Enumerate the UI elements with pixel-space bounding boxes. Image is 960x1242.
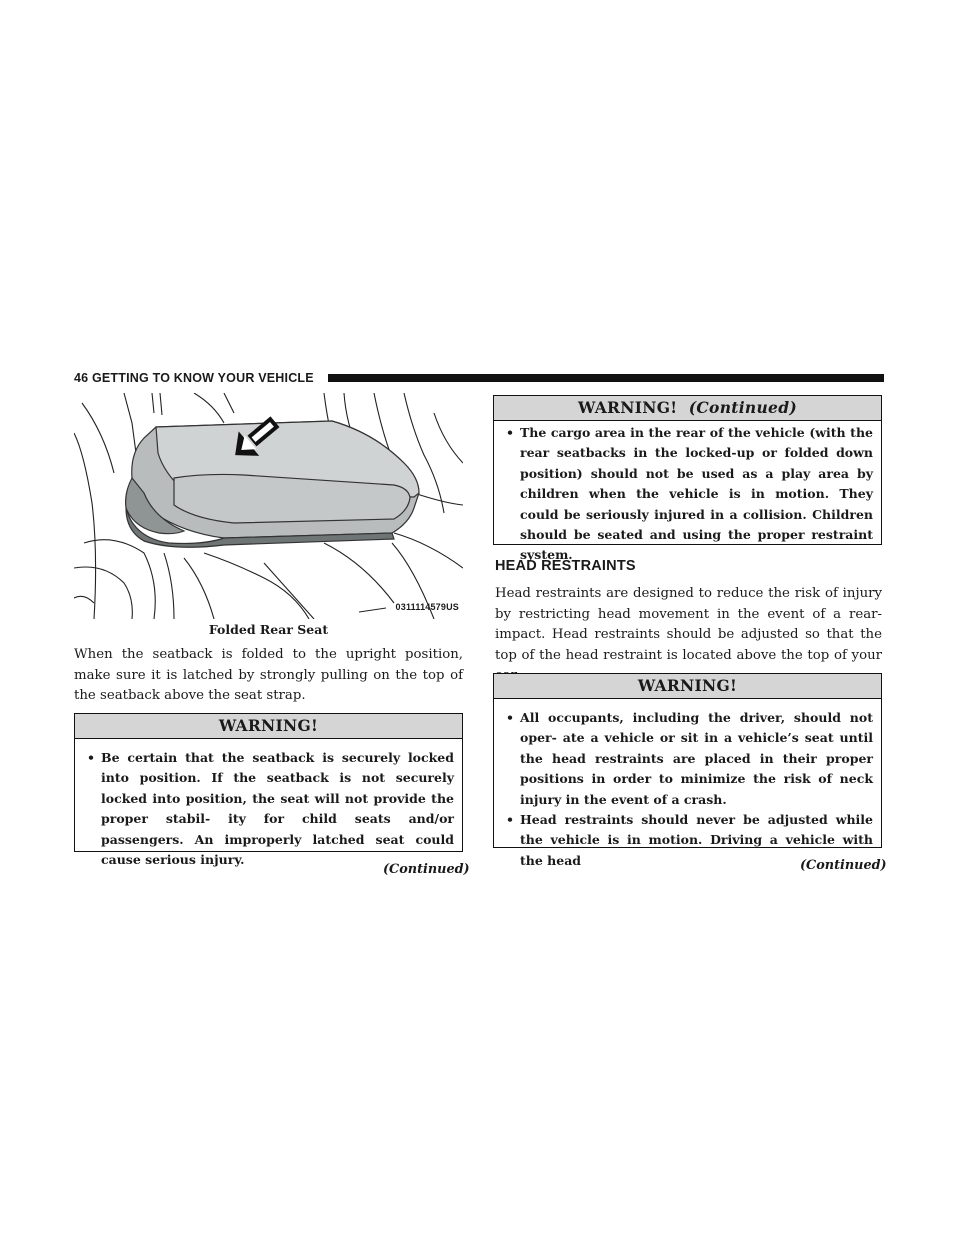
section-heading-head-restraints: HEAD RESTRAINTS <box>495 558 636 574</box>
warning-item: • Head restraints should never be adjusted while the vehicle is in motion. Driving a vehicle with the head <box>506 812 873 868</box>
cargo-area-warning-box <box>493 395 882 563</box>
seatback-warning-box <box>74 713 463 868</box>
seatback-latch-paragraph: When the seatback is folded to the upright position, make sure it is latched by strongly pulling on the top of the seatback above the seat strap. <box>74 647 463 703</box>
figure-caption: Folded Rear Seat <box>208 622 329 637</box>
page-header <box>74 370 884 386</box>
warning-title: WARNING! <box>75 714 462 739</box>
page-header-text: 46 GETTING TO KNOW YOUR VEHICLE <box>74 371 314 385</box>
continued-note-left: (Continued) <box>383 862 470 877</box>
warning-item: • The cargo area in the rear of the vehicle (with the rear seatbacks in the locked-up or folded down position) should not be used as a play area by children when the vehicle is in motion. They could be seriously injured in a collision. Children should be seated and using the proper restraint system. <box>506 425 873 563</box>
warning-title: WARNING! <box>494 674 881 699</box>
folded-rear-seat-illustration <box>74 393 463 619</box>
warning-item: • All occupants, including the driver, should not oper- ate a vehicle or sit in a vehicle’s seat until the head restraints are placed in their proper positions in order to minimize the risk of neck injury in the event of a crash. <box>506 710 873 807</box>
head-restraints-paragraph: Head restraints are designed to reduce the risk of injury by restricting head movement in the event of a rear-impact. Head restraints should be adjusted so that the top of the head restraint is located above the top of your <box>495 586 882 663</box>
figure-code: 0311114579US <box>395 602 459 612</box>
warning-item: • Be certain that the seatback is securely locked into position. If the seatback is not securely locked into position, the seat will not provide the proper stabil- ity for child seats and/or passengers. An improperly latched seat could cause serious injury. <box>87 750 454 868</box>
header-rule <box>328 374 884 382</box>
seat-drawing <box>74 393 463 619</box>
continued-note-right: (Continued) <box>800 858 887 873</box>
warning-continued-title: WARNING! (Continued) <box>494 396 881 421</box>
